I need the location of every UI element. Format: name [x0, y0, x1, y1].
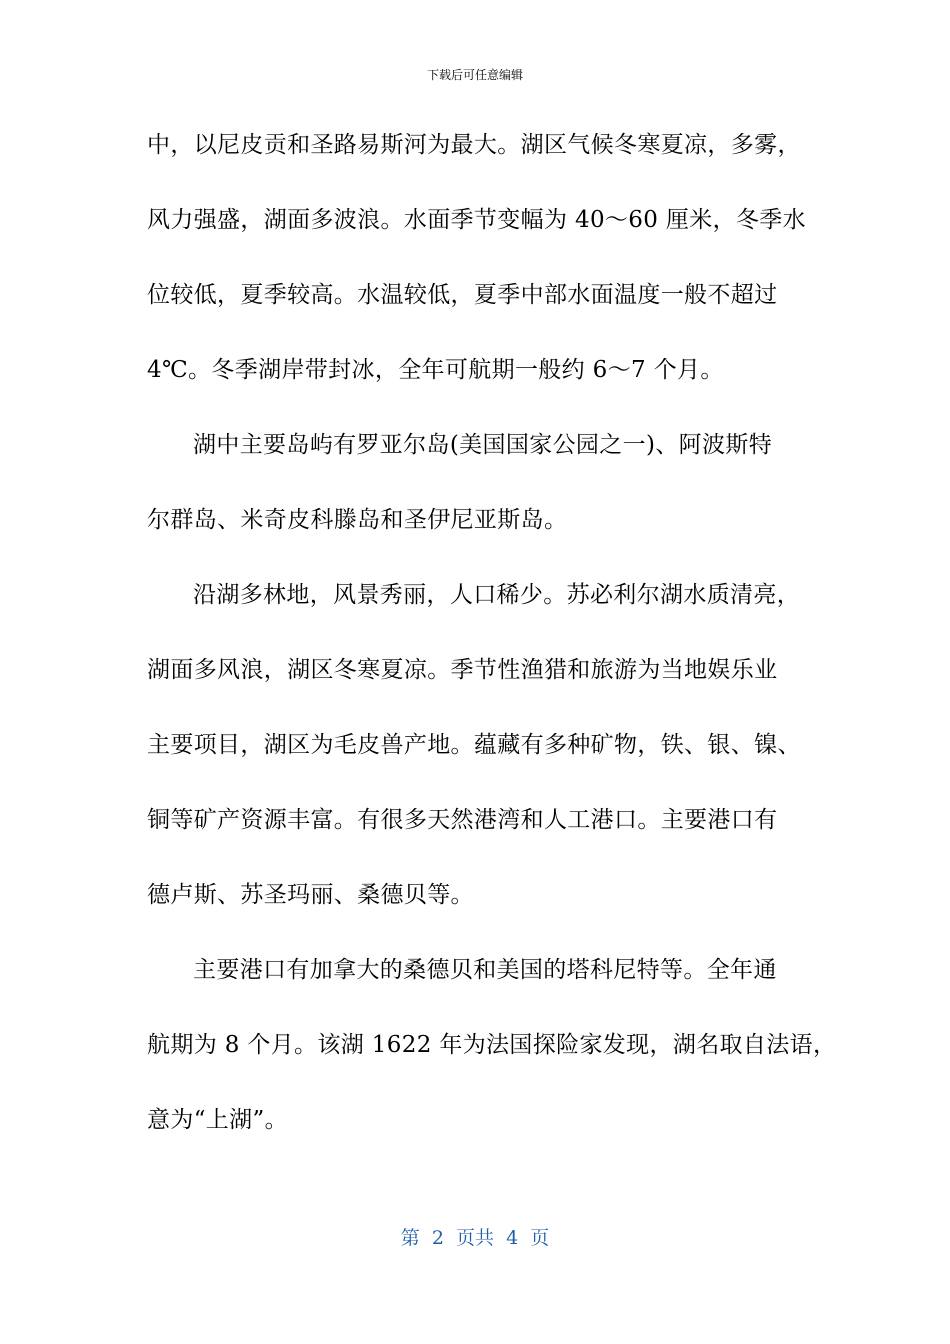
- text-line: 位较低，夏季较高。水温较低，夏季中部水面温度一般不超过: [147, 282, 778, 308]
- page-header: 下载后可任意编辑: [426, 68, 523, 82]
- text-line: 德卢斯、苏圣玛丽、桑德贝等。: [147, 882, 474, 908]
- document-body: [147, 122, 837, 1172]
- paragraph-first-line: 沿湖多林地，风景秀丽，人口稀少。苏必利尔湖水质清亮，: [193, 582, 801, 608]
- text-line: 4℃。冬季湖岸带封冰，全年可航期一般约 6～7 个月。: [147, 357, 724, 383]
- text-line: 尔群岛、米奇皮科滕岛和圣伊尼亚斯岛。: [147, 507, 568, 533]
- paragraph-first-line: 湖中主要岛屿有罗亚尔岛(美国国家公园之一)、阿波斯特: [193, 432, 773, 458]
- page-number-footer: 第 2 页共 4 页: [400, 1227, 550, 1249]
- text-line: 湖面多风浪，湖区冬寒夏凉。季节性渔猎和旅游为当地娱乐业: [147, 657, 778, 683]
- text-line: 主要项目，湖区为毛皮兽产地。蕴藏有多种矿物，铁、银、镍、: [147, 732, 801, 758]
- text-line: 意为“上湖”。: [147, 1107, 288, 1133]
- text-line: 航期为 8 个月。该湖 1622 年为法国探险家发现，湖名取自法语，: [147, 1032, 837, 1058]
- text-line: 中，以尼皮贡和圣路易斯河为最大。湖区气候冬寒夏凉，多雾，: [147, 132, 801, 158]
- text-line: 风力强盛，湖面多波浪。水面季节变幅为 40～60 厘米，冬季水: [147, 207, 807, 233]
- text-line: 铜等矿产资源丰富。有很多天然港湾和人工港口。主要港口有: [147, 807, 778, 833]
- paragraph-first-line: 主要港口有加拿大的桑德贝和美国的塔科尼特等。全年通: [193, 957, 777, 983]
